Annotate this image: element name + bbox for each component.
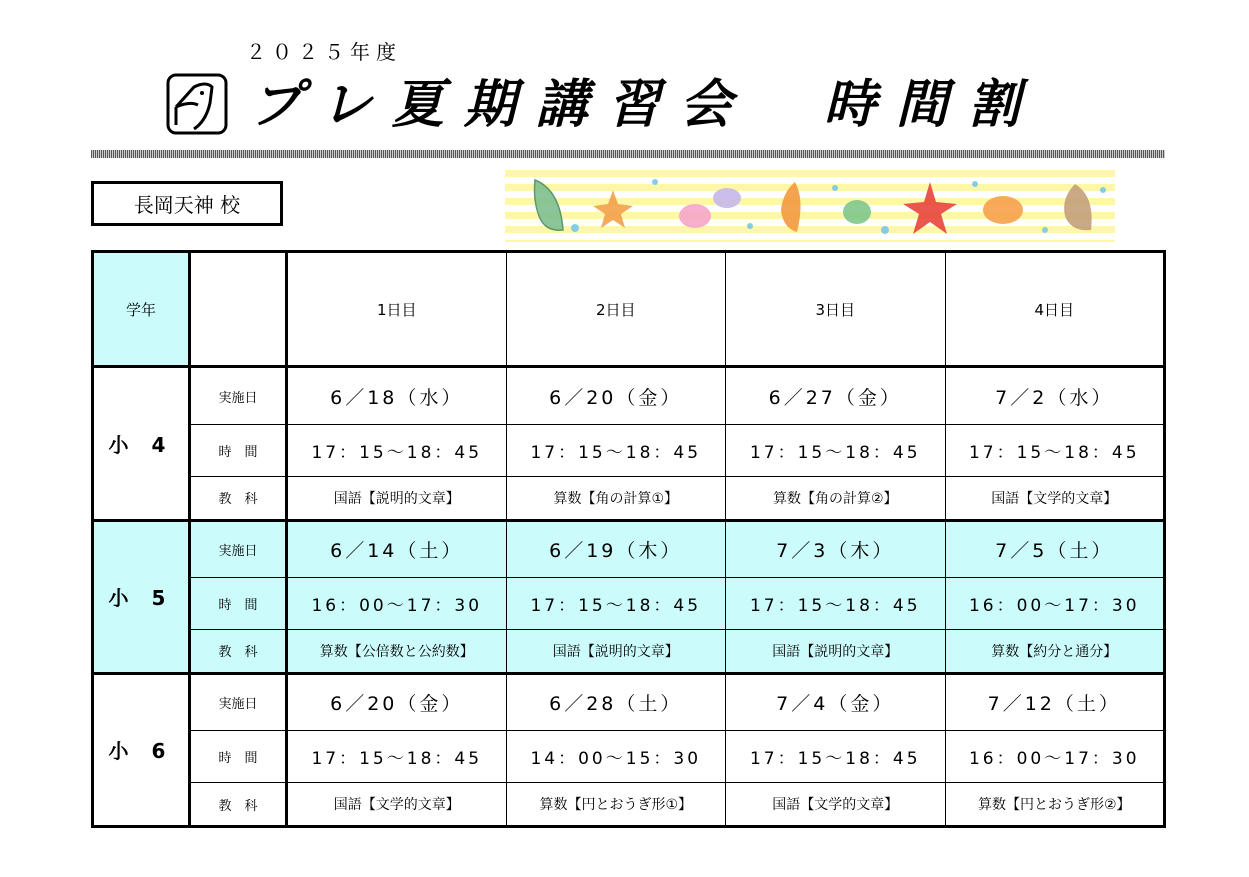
time-cell: 16：00～17：30 [287, 578, 507, 630]
title-divider [91, 150, 1165, 158]
date-row [93, 673, 1165, 731]
table-header-row [93, 252, 1165, 367]
date-cell: 6／18（水） [287, 367, 507, 425]
date-cell: 6／20（金） [287, 673, 507, 731]
subject-cell: 算数【角の計算②】 [726, 476, 946, 520]
date-cell: 6／27（金） [726, 367, 946, 425]
date-row-label: 実施日 [190, 673, 287, 731]
grade-name: 小 4 [93, 367, 190, 520]
timetable [91, 250, 1166, 828]
subject-cell: 国語【文学的文章】 [287, 783, 507, 827]
date-cell: 6／19（木） [506, 520, 726, 578]
grade-name: 小 6 [93, 673, 190, 826]
date-cell: 7／4（金） [726, 673, 946, 731]
subject-row [93, 783, 1165, 827]
subject-cell: 国語【説明的文章】 [726, 629, 946, 673]
time-row-label: 時 間 [190, 425, 287, 477]
grade-header: 学年 [93, 252, 190, 367]
subject-cell: 国語【文学的文章】 [726, 783, 946, 827]
grade-6-block [93, 673, 1165, 826]
grade-name: 小 5 [93, 520, 190, 673]
date-cell: 6／14（土） [287, 520, 507, 578]
time-cell: 17：15～18：45 [506, 425, 726, 477]
time-cell: 17：15～18：45 [287, 425, 507, 477]
date-cell: 7／5（土） [945, 520, 1165, 578]
subject-row [93, 476, 1165, 520]
subject-cell: 算数【円とおうぎ形①】 [506, 783, 726, 827]
day-header: 1日目 [287, 252, 507, 367]
subject-row [93, 629, 1165, 673]
time-row-label: 時 間 [190, 731, 287, 783]
time-cell: 14：00～15：30 [506, 731, 726, 783]
subject-cell: 算数【約分と通分】 [945, 629, 1165, 673]
grade-4-block [93, 367, 1165, 520]
horse-head-logo-icon [166, 73, 228, 135]
day-header: 4日目 [945, 252, 1165, 367]
day-header: 3日目 [726, 252, 946, 367]
time-row [93, 578, 1165, 630]
subject-row-label: 教 科 [190, 629, 287, 673]
date-cell: 7／12（土） [945, 673, 1165, 731]
time-row [93, 425, 1165, 477]
date-row-label: 実施日 [190, 367, 287, 425]
date-row [93, 520, 1165, 578]
subject-cell: 国語【説明的文章】 [287, 476, 507, 520]
subject-cell: 算数【角の計算①】 [506, 476, 726, 520]
subject-cell: 国語【説明的文章】 [506, 629, 726, 673]
year-label: ２０２５年度 [246, 40, 402, 64]
time-cell: 17：15～18：45 [287, 731, 507, 783]
time-cell: 17：15～18：45 [726, 425, 946, 477]
time-cell: 17：15～18：45 [726, 731, 946, 783]
page-title: プレ夏期講習会 時間割 [250, 75, 1040, 135]
date-cell: 6／28（土） [506, 673, 726, 731]
time-cell: 17：15～18：45 [726, 578, 946, 630]
subject-row-label: 教 科 [190, 476, 287, 520]
day-header: 2日目 [506, 252, 726, 367]
subject-cell: 算数【公倍数と公約数】 [287, 629, 507, 673]
date-row-label: 実施日 [190, 520, 287, 578]
date-cell: 6／20（金） [506, 367, 726, 425]
date-cell: 7／2（水） [945, 367, 1165, 425]
time-cell: 16：00～17：30 [945, 578, 1165, 630]
header-blank-cell [190, 252, 287, 367]
subject-cell: 算数【円とおうぎ形②】 [945, 783, 1165, 827]
subject-row-label: 教 科 [190, 783, 287, 827]
date-row [93, 367, 1165, 425]
date-cell: 7／3（木） [726, 520, 946, 578]
subject-cell: 国語【文学的文章】 [945, 476, 1165, 520]
school-name-box: 長岡天神 校 [91, 181, 283, 226]
seashell-banner-icon [505, 170, 1115, 242]
time-cell: 16：00～17：30 [945, 731, 1165, 783]
time-row [93, 731, 1165, 783]
grade-5-block [93, 520, 1165, 673]
time-cell: 17：15～18：45 [945, 425, 1165, 477]
time-cell: 17：15～18：45 [506, 578, 726, 630]
time-row-label: 時 間 [190, 578, 287, 630]
